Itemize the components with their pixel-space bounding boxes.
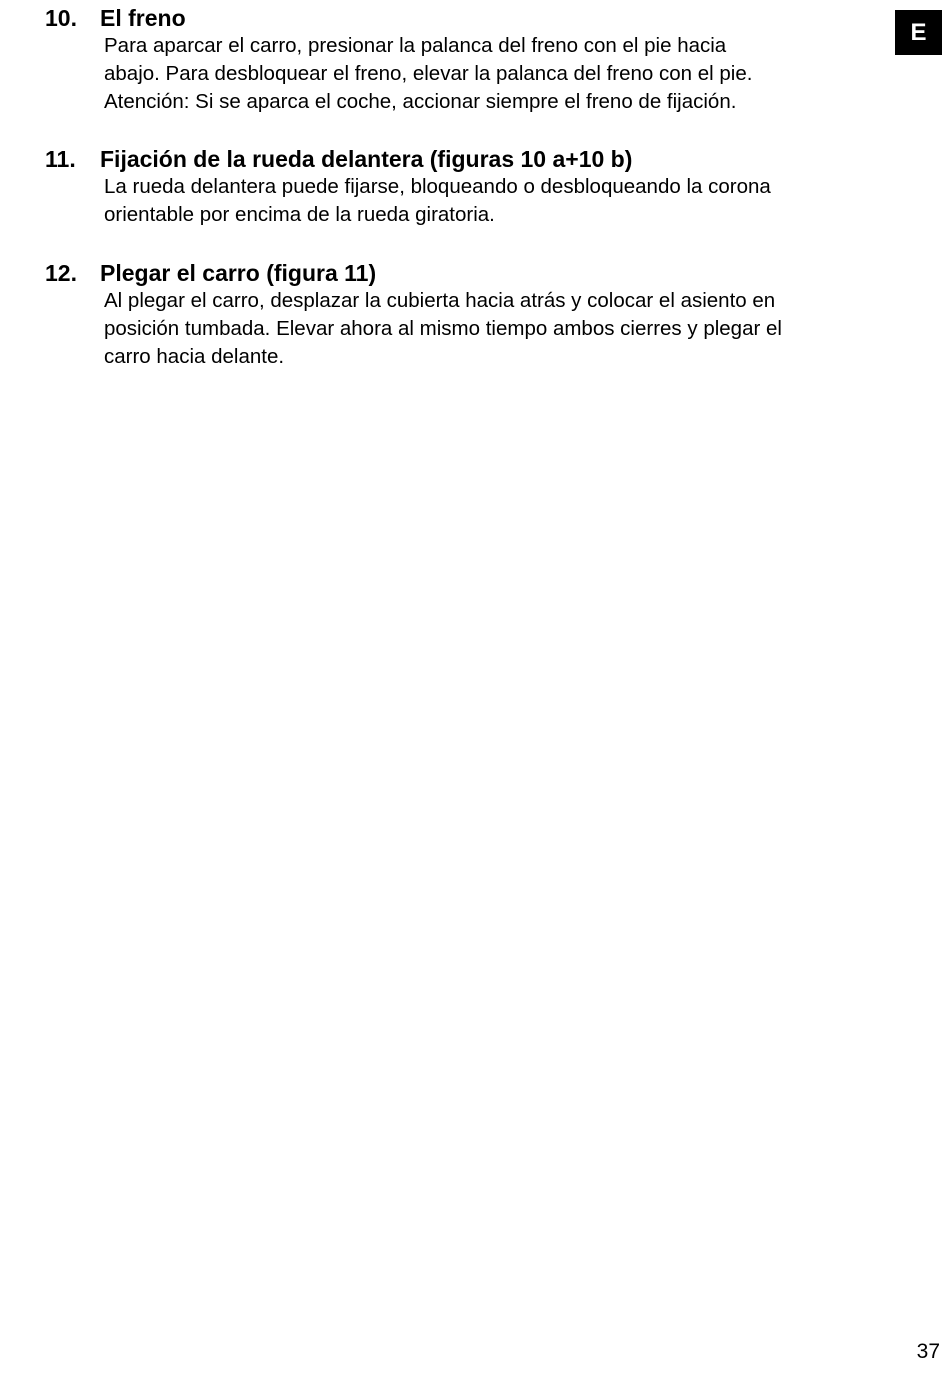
section-body xyxy=(104,32,880,116)
section-heading xyxy=(0,145,880,173)
body-line: Al plegar el carro, desplazar la cubierta hacia atrás y colocar el asiento en xyxy=(104,289,776,312)
section-number: 12. xyxy=(45,260,77,286)
section-heading xyxy=(0,259,880,287)
section-brake xyxy=(0,4,880,116)
body-line: Para aparcar el carro, presionar la palanca del freno con el pie hacia xyxy=(104,34,727,57)
section-body xyxy=(104,173,880,229)
body-line: Atención: Si se aparca el coche, accionar siempre el freno de fijación. xyxy=(104,90,737,113)
section-body xyxy=(104,287,880,371)
section-title: El freno xyxy=(100,5,186,31)
body-line: La rueda delantera puede fijarse, bloqueando o desbloqueando la corona xyxy=(104,175,771,198)
section-front-wheel-lock xyxy=(0,145,880,229)
section-title: Fijación de la rueda delantera (figuras 10 a+10 b) xyxy=(100,146,633,172)
section-number: 10. xyxy=(45,5,77,31)
body-line: posición tumbada. Elevar ahora al mismo tiempo ambos cierres y plegar el xyxy=(104,317,782,340)
body-line: carro hacia delante. xyxy=(104,345,285,368)
section-heading xyxy=(0,4,880,32)
section-fold-stroller xyxy=(0,259,880,371)
section-number: 11. xyxy=(45,146,76,172)
body-line: orientable por encima de la rueda giratoria. xyxy=(104,203,495,226)
language-tab: E xyxy=(895,10,942,55)
page-number: 37 xyxy=(916,1340,940,1363)
body-line: abajo. Para desbloquear el freno, elevar la palanca del freno con el pie. xyxy=(104,62,753,85)
section-title: Plegar el carro (figura 11) xyxy=(100,260,377,286)
